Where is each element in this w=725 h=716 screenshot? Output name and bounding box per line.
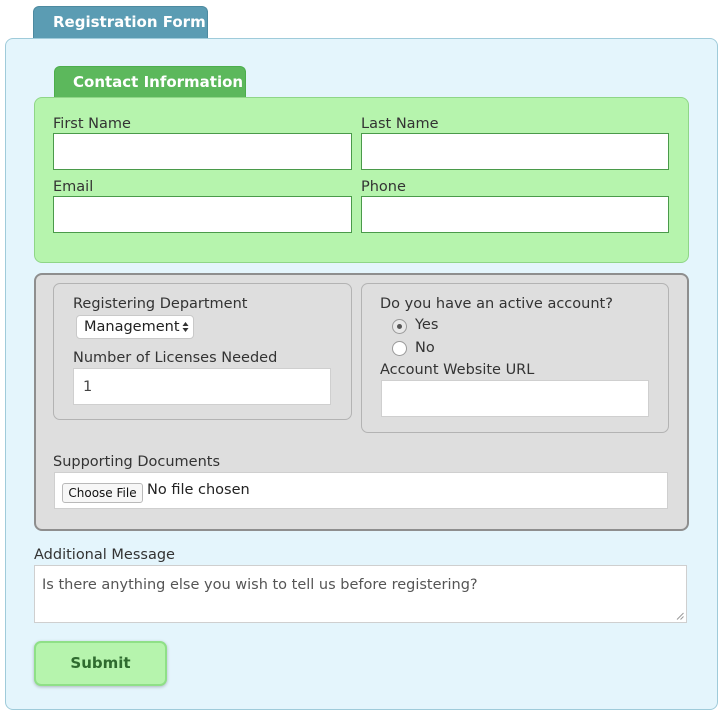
supporting-documents-label: Supporting Documents xyxy=(53,454,221,470)
email-input[interactable] xyxy=(53,196,352,233)
account-yes-label: Yes xyxy=(415,317,439,333)
licenses-value: 1 xyxy=(83,379,93,395)
message-placeholder: Is there anything else you wish to tell us before registering? xyxy=(42,577,478,593)
licenses-label: Number of Licenses Needed xyxy=(73,350,278,366)
licenses-input[interactable] xyxy=(73,368,331,405)
account-url-input[interactable] xyxy=(381,380,649,417)
phone-input[interactable] xyxy=(361,196,669,233)
file-status-text: No file chosen xyxy=(147,482,250,498)
email-label: Email xyxy=(53,179,94,195)
contact-information-tab[interactable]: Contact Information xyxy=(54,66,246,97)
last-name-input[interactable] xyxy=(361,133,669,170)
choose-file-button[interactable]: Choose File xyxy=(62,483,143,503)
account-no-radio[interactable] xyxy=(392,341,407,356)
additional-message-label: Additional Message xyxy=(34,547,175,563)
first-name-label: First Name xyxy=(53,116,131,132)
last-name-label: Last Name xyxy=(361,116,439,132)
first-name-input[interactable] xyxy=(53,133,352,170)
account-yes-radio[interactable] xyxy=(392,319,407,334)
phone-label: Phone xyxy=(361,179,406,195)
account-no-label: No xyxy=(415,340,435,356)
select-arrows-icon xyxy=(182,321,189,333)
submit-button[interactable]: Submit xyxy=(34,641,167,686)
account-url-label: Account Website URL xyxy=(380,362,535,378)
department-selected-value: Management xyxy=(84,319,180,335)
department-select[interactable] xyxy=(76,315,194,339)
resize-handle-icon[interactable] xyxy=(676,612,684,620)
department-label: Registering Department xyxy=(73,296,248,312)
registration-form-tab[interactable]: Registration Form xyxy=(33,6,208,38)
account-question: Do you have an active account? xyxy=(380,296,613,312)
additional-message-textarea[interactable] xyxy=(34,565,687,623)
